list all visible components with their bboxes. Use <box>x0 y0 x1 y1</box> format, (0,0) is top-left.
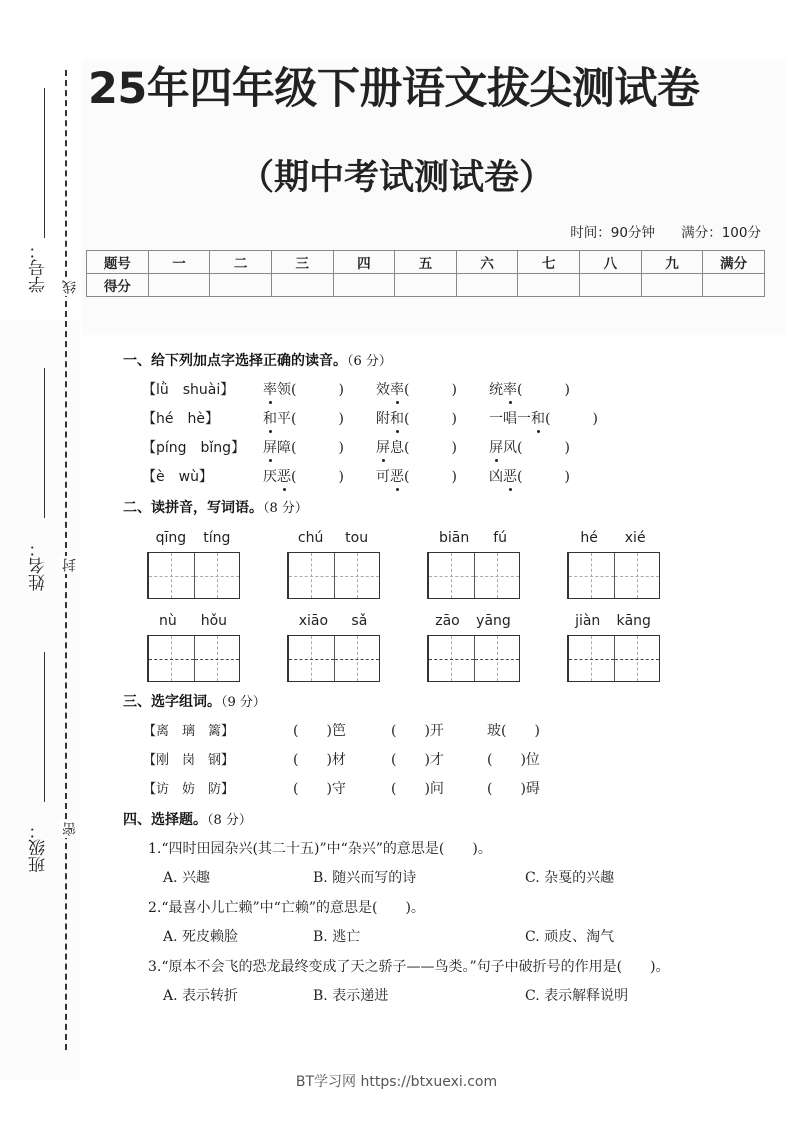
score-cell[interactable] <box>456 274 518 297</box>
fill-in-word[interactable]: ( )问 <box>391 781 444 797</box>
answer-option[interactable]: B. 随兴而写的诗 <box>313 870 417 886</box>
writing-box[interactable] <box>474 636 520 681</box>
pinyin-writing-block <box>287 613 379 682</box>
word-suffix: 领 <box>277 382 291 398</box>
pronunciation-row <box>0 466 793 488</box>
word-item <box>376 466 457 486</box>
score-cell[interactable] <box>210 274 272 297</box>
tianzige-grid <box>427 635 520 682</box>
header-cell: 二 <box>210 251 272 274</box>
header-cell: 满分 <box>703 251 765 274</box>
header-cell: 六 <box>456 251 518 274</box>
word-suffix: 障 <box>277 440 291 456</box>
section-3-title: 三、选字组词。 <box>123 694 221 710</box>
pinyin-syllable: qīng <box>155 530 187 546</box>
dotted-character: 和 <box>263 408 277 428</box>
answer-option[interactable]: C. 杂戛的兴趣 <box>525 870 615 886</box>
word-prefix: 效 <box>376 382 390 398</box>
word-suffix: 风 <box>503 440 517 456</box>
pronunciation-row <box>0 408 793 430</box>
score-cell[interactable] <box>641 274 703 297</box>
header-cell: 一 <box>148 251 210 274</box>
writing-box[interactable] <box>569 636 614 681</box>
writing-box[interactable] <box>429 636 474 681</box>
dotted-character: 屏 <box>376 437 390 457</box>
pinyin-syllable: tou <box>345 530 369 546</box>
tianzige-grid <box>567 552 660 599</box>
header-cell: 八 <box>580 251 642 274</box>
word-item <box>376 437 457 457</box>
dotted-character: 率 <box>263 379 277 399</box>
header-cell: 九 <box>641 251 703 274</box>
fill-in-word[interactable]: ( )守 <box>293 781 346 797</box>
answer-option[interactable]: B. 表示递进 <box>313 988 389 1004</box>
answer-blank[interactable]: ( ) <box>291 382 344 398</box>
pinyin-text <box>147 613 239 633</box>
section-2-points: （8 分） <box>263 501 308 516</box>
score-cell[interactable] <box>333 274 395 297</box>
pinyin-syllable: sǎ <box>351 613 368 629</box>
section-1-points: （6 分） <box>347 354 392 369</box>
score-table-header <box>87 251 765 274</box>
header-cell: 题号 <box>87 251 149 274</box>
pinyin-options: 【hé hè】 <box>142 411 219 427</box>
answer-option[interactable]: B. 逃亡 <box>313 929 361 945</box>
dotted-character: 恶 <box>390 466 404 486</box>
writing-box[interactable] <box>194 553 240 598</box>
header-cell: 三 <box>271 251 333 274</box>
dotted-character: 和 <box>531 408 545 428</box>
pinyin-syllable: hé <box>580 530 598 546</box>
word-item <box>263 466 344 486</box>
writing-box[interactable] <box>429 553 474 598</box>
character-options: 【刚 岗 钢】 <box>143 753 235 768</box>
word-choice-row <box>0 720 793 742</box>
answer-blank[interactable]: ( ) <box>517 382 570 398</box>
fill-in-word[interactable]: ( )材 <box>293 752 346 768</box>
fill-in-word[interactable]: ( )笆 <box>293 723 346 739</box>
answer-blank[interactable]: ( ) <box>404 382 457 398</box>
tianzige-grid <box>147 635 240 682</box>
pinyin-writing-block <box>567 613 659 682</box>
pinyin-syllable: jiàn <box>575 613 601 629</box>
word-prefix: 可 <box>376 469 390 485</box>
section-1-title: 一、给下列加点字选择正确的读音。 <box>123 353 347 369</box>
word-item <box>489 408 598 428</box>
writing-box[interactable] <box>194 636 240 681</box>
writing-box[interactable] <box>614 636 660 681</box>
pinyin-options: 【è wù】 <box>142 469 213 485</box>
student-id-label: 学号： <box>29 242 49 293</box>
word-item <box>263 437 344 457</box>
score-table-row <box>87 274 765 297</box>
tianzige-grid <box>147 552 240 599</box>
pinyin-text <box>427 530 519 550</box>
dotted-character: 和 <box>390 408 404 428</box>
section-1-heading <box>123 350 392 370</box>
header-cell: 四 <box>333 251 395 274</box>
writing-box[interactable] <box>289 636 334 681</box>
section-4-heading <box>123 809 252 829</box>
pinyin-syllable: hǒu <box>200 613 228 629</box>
word-item <box>376 379 457 399</box>
fill-in-word[interactable]: ( )开 <box>391 723 444 739</box>
dotted-character: 屏 <box>489 437 503 457</box>
word-choice-row <box>0 778 793 800</box>
tianzige-grid <box>427 552 520 599</box>
dotted-character: 恶 <box>277 466 291 486</box>
cut-mark-seal: 封 <box>62 558 78 572</box>
word-prefix: 一唱一 <box>489 411 531 427</box>
binding-shade <box>0 320 80 1080</box>
pinyin-syllable: tíng <box>203 530 231 546</box>
class-label: 班级： <box>29 822 49 873</box>
page-title: 25年四年级下册语文拔尖测试卷 <box>88 64 700 114</box>
section-4-points: （8 分） <box>207 813 252 828</box>
pinyin-writing-block <box>567 530 659 599</box>
score-cell[interactable] <box>580 274 642 297</box>
section-4-title: 四、选择题。 <box>123 812 207 828</box>
pinyin-syllable: yāng <box>476 613 511 629</box>
answer-option[interactable]: C. 表示解释说明 <box>525 988 629 1004</box>
fill-in-word[interactable]: ( )才 <box>391 752 444 768</box>
answer-blank[interactable]: ( ) <box>291 411 344 427</box>
footer-watermark: BT学习网 https://btxuexi.com <box>295 1074 498 1090</box>
tianzige-grid <box>567 635 660 682</box>
writing-box[interactable] <box>569 553 614 598</box>
word-suffix: 息 <box>390 440 404 456</box>
question-text: 3.“原本不会飞的恐龙最终变成了天之骄子——鸟类。”句子中破折号的作用是( )。 <box>148 959 670 975</box>
word-choice-row <box>0 749 793 771</box>
pinyin-syllable: biān <box>438 530 470 546</box>
cut-mark-secret: 密 <box>62 822 78 836</box>
dotted-character: 率 <box>503 379 517 399</box>
writing-box[interactable] <box>334 636 380 681</box>
pinyin-syllable: nù <box>158 613 177 629</box>
writing-box[interactable] <box>614 553 660 598</box>
exam-time: 时间：90分钟 <box>570 225 655 241</box>
pinyin-options: 【píng bǐng】 <box>142 440 246 456</box>
pinyin-text <box>427 613 519 633</box>
question-text: 2.“最喜小儿亡赖”中“亡赖”的意思是( )。 <box>148 900 425 916</box>
score-cell[interactable] <box>703 274 765 297</box>
page-subtitle: （期中考试测试卷） <box>238 158 554 198</box>
pronunciation-row <box>0 379 793 401</box>
dotted-character: 率 <box>390 379 404 399</box>
fill-in-word[interactable]: ( )碍 <box>487 781 540 797</box>
pinyin-text <box>287 530 379 550</box>
section-3-points: （9 分） <box>221 695 266 710</box>
pinyin-syllable: xiāo <box>298 613 329 629</box>
writing-box[interactable] <box>149 553 194 598</box>
answer-option[interactable]: A. 死皮赖脸 <box>163 929 239 945</box>
pinyin-text <box>287 613 379 633</box>
pinyin-writing-block <box>427 530 519 599</box>
tianzige-grid <box>287 635 380 682</box>
score-cell[interactable] <box>271 274 333 297</box>
pinyin-syllable: chú <box>297 530 324 546</box>
word-item <box>263 379 344 399</box>
cut-mark-line: 线 <box>62 280 78 294</box>
pinyin-text <box>147 530 239 550</box>
writing-box[interactable] <box>149 636 194 681</box>
answer-option[interactable]: A. 表示转折 <box>163 988 239 1004</box>
word-suffix: 平 <box>277 411 291 427</box>
fill-in-word[interactable]: 玻( ) <box>487 723 540 739</box>
word-item <box>489 379 570 399</box>
writing-box[interactable] <box>334 553 380 598</box>
pinyin-writing-block <box>147 613 239 682</box>
word-prefix: 厌 <box>263 469 277 485</box>
writing-box[interactable] <box>474 553 520 598</box>
score-cell[interactable] <box>518 274 580 297</box>
section-2-title: 二、读拼音，写词语。 <box>123 500 263 516</box>
pinyin-writing-block <box>147 530 239 599</box>
pronunciation-row <box>0 437 793 459</box>
word-item <box>489 437 570 457</box>
pinyin-options: 【lǜ shuài】 <box>142 382 235 398</box>
pinyin-syllable: fú <box>493 530 507 546</box>
pinyin-syllable: kāng <box>616 613 651 629</box>
tianzige-grid <box>287 552 380 599</box>
answer-blank[interactable]: ( ) <box>404 469 457 485</box>
pinyin-syllable: xié <box>624 530 646 546</box>
word-prefix: 凶 <box>489 469 503 485</box>
pinyin-syllable: zāo <box>435 613 460 629</box>
pinyin-text <box>567 530 659 550</box>
score-cell[interactable] <box>395 274 457 297</box>
answer-blank[interactable]: ( ) <box>404 440 457 456</box>
character-options: 【离 璃 篱】 <box>143 724 235 739</box>
word-item <box>263 408 344 428</box>
name-label: 姓名： <box>29 540 49 591</box>
score-table <box>86 250 765 297</box>
dotted-character: 屏 <box>263 437 277 457</box>
pinyin-writing-block <box>287 530 379 599</box>
writing-box[interactable] <box>289 553 334 598</box>
answer-blank[interactable]: ( ) <box>517 440 570 456</box>
exam-full-score: 满分：100分 <box>681 225 761 241</box>
word-prefix: 统 <box>489 382 503 398</box>
header-cell: 七 <box>518 251 580 274</box>
exam-meta <box>570 221 761 241</box>
dotted-character: 恶 <box>503 466 517 486</box>
answer-option[interactable]: C. 顽皮、淘气 <box>525 929 615 945</box>
pinyin-writing-block <box>427 613 519 682</box>
score-cell[interactable] <box>148 274 210 297</box>
answer-blank[interactable]: ( ) <box>404 411 457 427</box>
score-row-label: 得分 <box>87 274 149 297</box>
word-item <box>376 408 457 428</box>
header-cell: 五 <box>395 251 457 274</box>
question-text: 1.“四时田园杂兴(其二十五)”中“杂兴”的意思是( )。 <box>148 841 492 857</box>
answer-option[interactable]: A. 兴趣 <box>163 870 211 886</box>
answer-blank[interactable]: ( ) <box>291 440 344 456</box>
character-options: 【访 妨 防】 <box>143 782 235 797</box>
answer-blank[interactable]: ( ) <box>291 469 344 485</box>
fill-in-word[interactable]: ( )位 <box>487 752 540 768</box>
word-item <box>489 466 570 486</box>
answer-blank[interactable]: ( ) <box>545 411 598 427</box>
pinyin-text <box>567 613 659 633</box>
section-3-heading <box>123 691 266 711</box>
answer-blank[interactable]: ( ) <box>517 469 570 485</box>
word-prefix: 附 <box>376 411 390 427</box>
section-2-heading <box>123 497 308 517</box>
